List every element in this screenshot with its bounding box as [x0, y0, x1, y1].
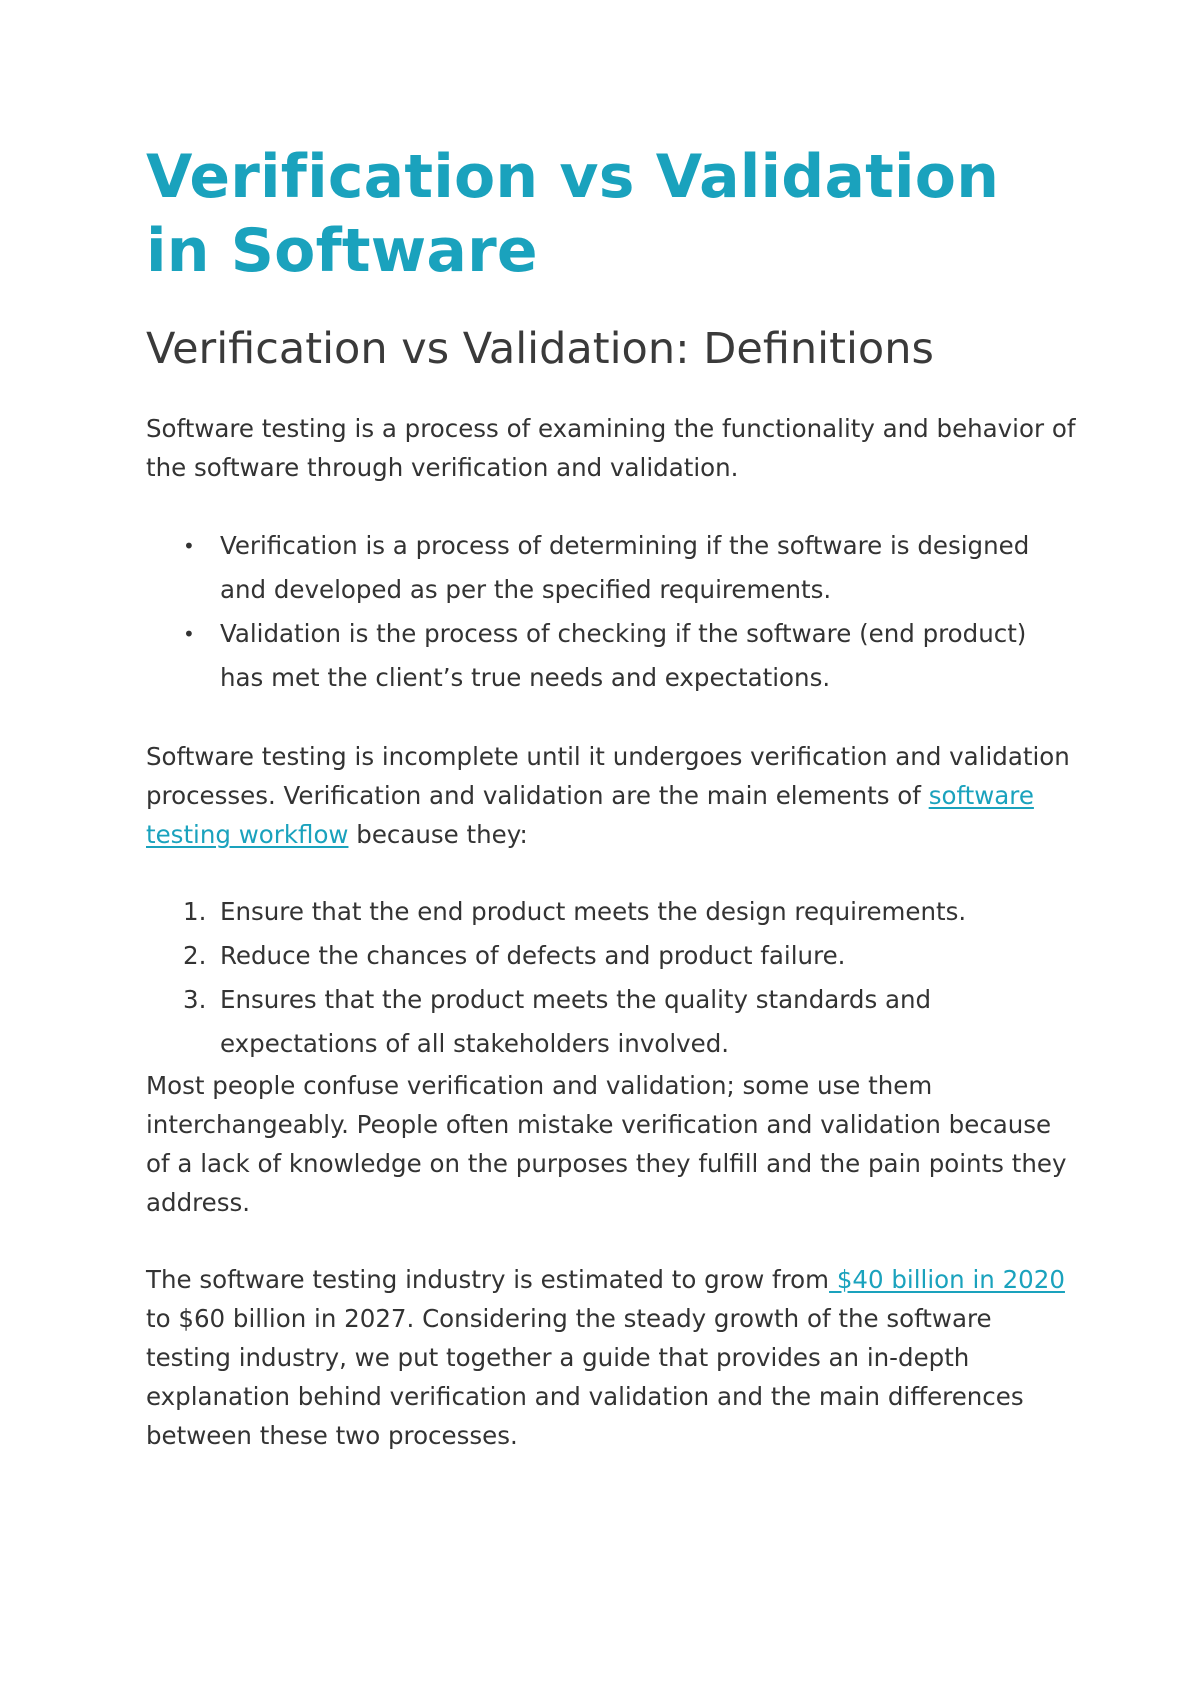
list-item-text: Validation is the process of checking if the software (end product) has met the client’s true needs and expectations. — [220, 619, 1027, 692]
document-content — [146, 140, 1076, 1455]
list-item — [183, 524, 1076, 612]
list-item — [183, 978, 1076, 1066]
section-heading: Verification vs Validation: Definitions — [146, 324, 934, 374]
list-item-text: Ensure that the end product meets the design requirements. — [220, 897, 967, 926]
workflow-paragraph — [146, 737, 1076, 854]
paragraph-text: The software testing industry is estimated to grow from — [146, 1265, 830, 1294]
page-title: Verification vs Validation in Software — [146, 142, 1000, 286]
definition-list — [146, 524, 1076, 700]
paragraph-text: because they: — [348, 820, 528, 849]
list-number: 3. — [183, 985, 207, 1014]
market-size-link[interactable]: $40 billion in 2020 — [829, 1265, 1065, 1294]
list-number: 1. — [183, 897, 207, 926]
paragraph-text: Software testing is incomplete until it undergoes verification and validation processes. Verification and validation are the main elements of — [146, 742, 1070, 810]
list-item-text: Reduce the chances of defects and product failure. — [220, 941, 846, 970]
software-testing-workflow-link[interactable]: software testing workflow — [146, 781, 1034, 849]
bullet-icon: • — [183, 622, 195, 646]
industry-growth-paragraph — [146, 1260, 1076, 1455]
list-item — [183, 934, 1076, 978]
list-item — [183, 612, 1076, 700]
list-item — [183, 890, 1076, 934]
paragraph-text: to $60 billion in 2027. Considering the steady growth of the software testing industry, we put together a guide that provides an in-depth explanation behind verification and validation and the main differences between these two processes. — [146, 1304, 1024, 1450]
intro-paragraph: Software testing is a process of examining the functionality and behavior of the software through verification and validation. — [146, 414, 1076, 482]
list-item-text: Ensures that the product meets the quality standards and expectations of all stakeholders involved. — [220, 985, 932, 1058]
bullet-icon: • — [183, 534, 195, 558]
list-number: 2. — [183, 941, 207, 970]
confusion-paragraph: Most people confuse verification and validation; some use them interchangeably. People often mistake verification and validation because of a lack of knowledge on the purposes they fulfill and the pain points they address. — [146, 1071, 1067, 1217]
reasons-list — [146, 890, 1076, 1066]
list-item-text: Verification is a process of determining if the software is designed and developed as per the specified requirements. — [220, 531, 1030, 604]
